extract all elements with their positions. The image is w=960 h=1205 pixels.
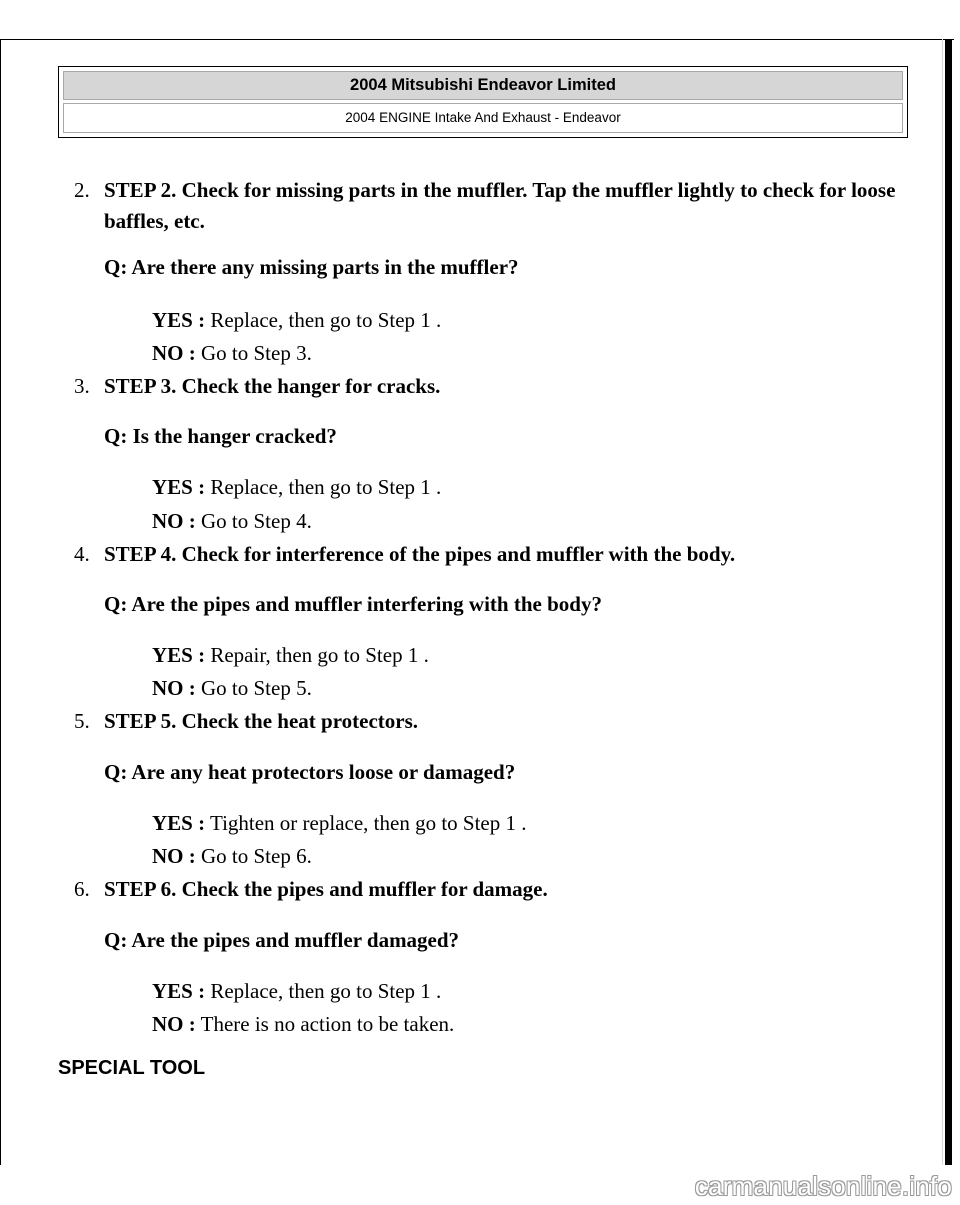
step-title: STEP 5. Check the heat protectors. (104, 709, 419, 733)
page-frame-top (0, 39, 954, 40)
no-answer (152, 338, 312, 368)
step-number: 3. (74, 374, 90, 398)
section-heading: SPECIAL TOOL (58, 1057, 206, 1079)
no-label: NO : (152, 1012, 196, 1036)
step-title: STEP 3. Check the hanger for cracks. (104, 374, 441, 398)
no-text: There is no action to be taken. (195, 1012, 455, 1036)
no-label: NO : (152, 844, 196, 868)
no-label: NO : (152, 676, 196, 700)
step-title: STEP 2. Check for missing parts in the muffler. Tap the muffler lightly to check for loose baffles, etc. (104, 178, 896, 233)
watermark: carmanualsonline.info (694, 1171, 952, 1201)
page-frame-left (0, 39, 1, 1165)
yes-answer (152, 976, 441, 1006)
page-frame-right (945, 39, 952, 1165)
yes-text: Replace, then go to Step 1 . (205, 308, 442, 332)
step-question: Q: Is the hanger cracked? (104, 424, 337, 448)
document-subtitle: 2004 ENGINE Intake And Exhaust - Endeavor (63, 103, 903, 133)
no-text: Go to Step 3. (195, 341, 312, 365)
yes-answer (152, 808, 527, 838)
no-label: NO : (152, 509, 196, 533)
step-question: Q: Are there any missing parts in the muffler? (104, 255, 519, 279)
no-text: Go to Step 4. (195, 509, 312, 533)
step-question: Q: Are any heat protectors loose or damaged? (104, 760, 516, 784)
step-title: STEP 4. Check for interference of the pipes and muffler with the body. (104, 542, 736, 566)
step-question: Q: Are the pipes and muffler damaged? (104, 928, 460, 952)
yes-text: Replace, then go to Step 1 . (205, 979, 442, 1003)
yes-text: Repair, then go to Step 1 . (205, 643, 429, 667)
yes-text: Replace, then go to Step 1 . (205, 475, 442, 499)
yes-label: YES : (152, 979, 206, 1003)
step-question: Q: Are the pipes and muffler interfering with the body? (104, 592, 602, 616)
no-answer (152, 841, 312, 871)
document-header (58, 66, 908, 138)
document-title: 2004 Mitsubishi Endeavor Limited (63, 71, 903, 100)
step-number: 2. (74, 178, 90, 202)
step-number: 6. (74, 877, 90, 901)
no-text: Go to Step 6. (195, 844, 312, 868)
yes-label: YES : (152, 643, 206, 667)
step-title: STEP 6. Check the pipes and muffler for damage. (104, 877, 548, 901)
no-answer (152, 506, 312, 536)
page-frame-right-inner (942, 39, 943, 1165)
yes-answer (152, 640, 429, 670)
yes-label: YES : (152, 475, 206, 499)
step-number: 4. (74, 542, 90, 566)
no-answer (152, 673, 312, 703)
yes-text: Tighten or replace, then go to Step 1 . (205, 811, 527, 835)
no-text: Go to Step 5. (195, 676, 312, 700)
yes-label: YES : (152, 308, 206, 332)
yes-answer (152, 472, 441, 502)
no-label: NO : (152, 341, 196, 365)
no-answer (152, 1009, 454, 1039)
yes-label: YES : (152, 811, 206, 835)
yes-answer (152, 305, 441, 335)
step-number: 5. (74, 709, 90, 733)
